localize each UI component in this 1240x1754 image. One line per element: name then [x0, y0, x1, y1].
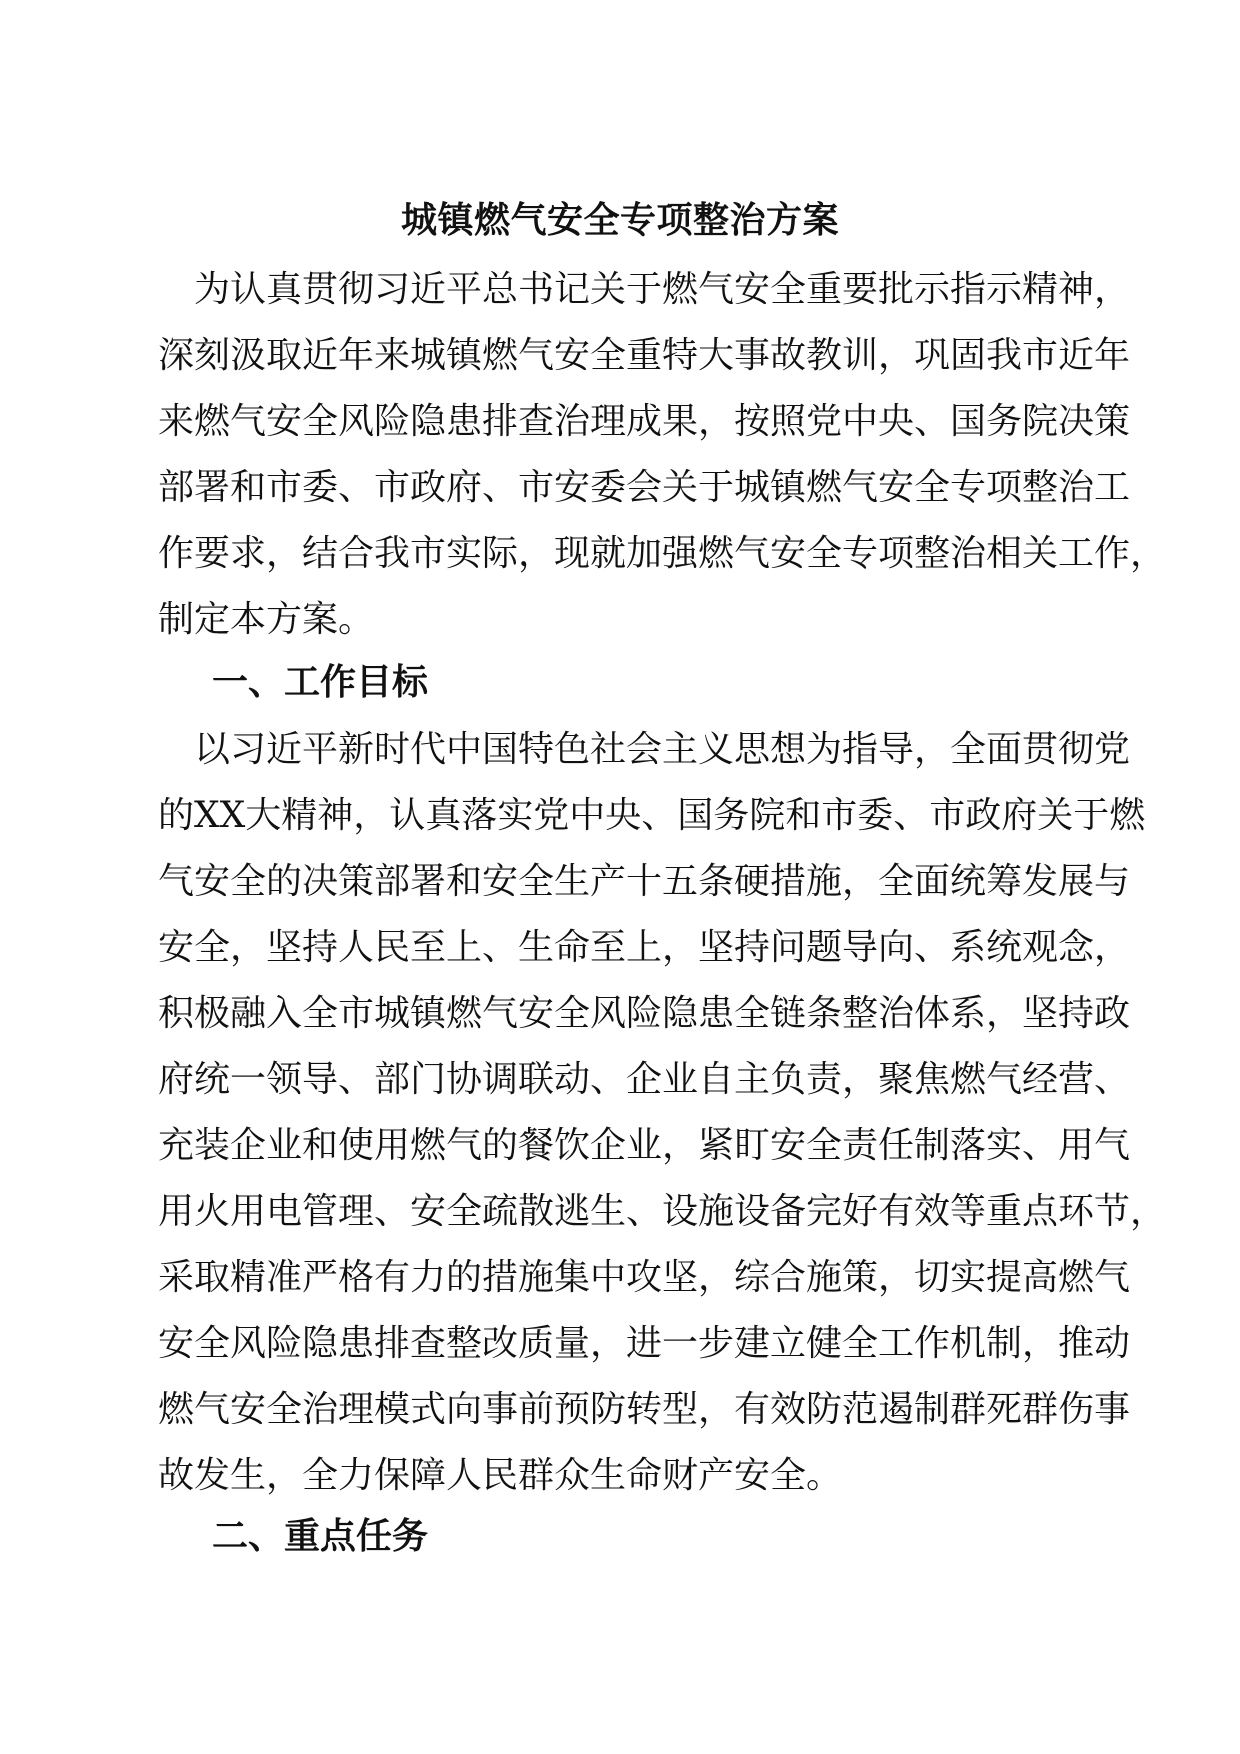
- intro-paragraph: [158, 257, 1167, 653]
- paragraph-line: 积极融入全市城镇燃气安全风险隐患全链条整治体系，坚持政: [158, 993, 1131, 1034]
- paragraph-line: 深刻汲取近年来城镇燃气安全重特大事故教训，巩固我市近年: [158, 335, 1131, 376]
- paragraph-line: 作要求，结合我市实际，现就加强燃气安全专项整治相关工作，: [158, 533, 1167, 574]
- section-heading-work-goals: 一、工作目标: [212, 662, 429, 703]
- paragraph-line: 来燃气安全风险隐患排查治理成果，按照党中央、国务院决策: [158, 401, 1131, 442]
- paragraph-line: 充装企业和使用燃气的餐饮企业，紧盯安全责任制落实、用气: [158, 1125, 1131, 1166]
- work-goals-paragraph: [158, 717, 1167, 1509]
- paragraph-line: 燃气安全治理模式向事前预防转型，有效防范遏制群死群伤事: [158, 1389, 1131, 1430]
- paragraph-line: 气安全的决策部署和安全生产十五条硬措施，全面统筹发展与: [158, 861, 1131, 902]
- section-heading-key-tasks: 二、重点任务: [212, 1516, 429, 1557]
- paragraph-line: 为认真贯彻习近平总书记关于燃气安全重要批示指示精神，: [158, 269, 1131, 310]
- paragraph-line: 府统一领导、部门协调联动、企业自主负责，聚焦燃气经营、: [158, 1059, 1131, 1100]
- paragraph-line: 故发生，全力保障人民群众生命财产安全。: [158, 1455, 843, 1496]
- paragraph-line: 的XX大精神，认真落实党中央、国务院和市委、市政府关于燃: [158, 795, 1146, 836]
- paragraph-line: 安全风险隐患排查整改质量，进一步建立健全工作机制，推动: [158, 1323, 1131, 1364]
- paragraph-line: 以习近平新时代中国特色社会主义思想为指导，全面贯彻党: [158, 729, 1131, 770]
- document-title: 城镇燃气安全专项整治方案: [400, 200, 839, 241]
- paragraph-line: 采取精准严格有力的措施集中攻坚，综合施策，切实提高燃气: [158, 1257, 1131, 1298]
- paragraph-line: 安全，坚持人民至上、生命至上，坚持问题导向、系统观念，: [158, 927, 1131, 968]
- paragraph-line: 用火用电管理、安全疏散逃生、设施设备完好有效等重点环节，: [158, 1191, 1167, 1232]
- paragraph-line: 制定本方案。: [158, 599, 375, 640]
- paragraph-line: 部署和市委、市政府、市安委会关于城镇燃气安全专项整治工: [158, 467, 1131, 508]
